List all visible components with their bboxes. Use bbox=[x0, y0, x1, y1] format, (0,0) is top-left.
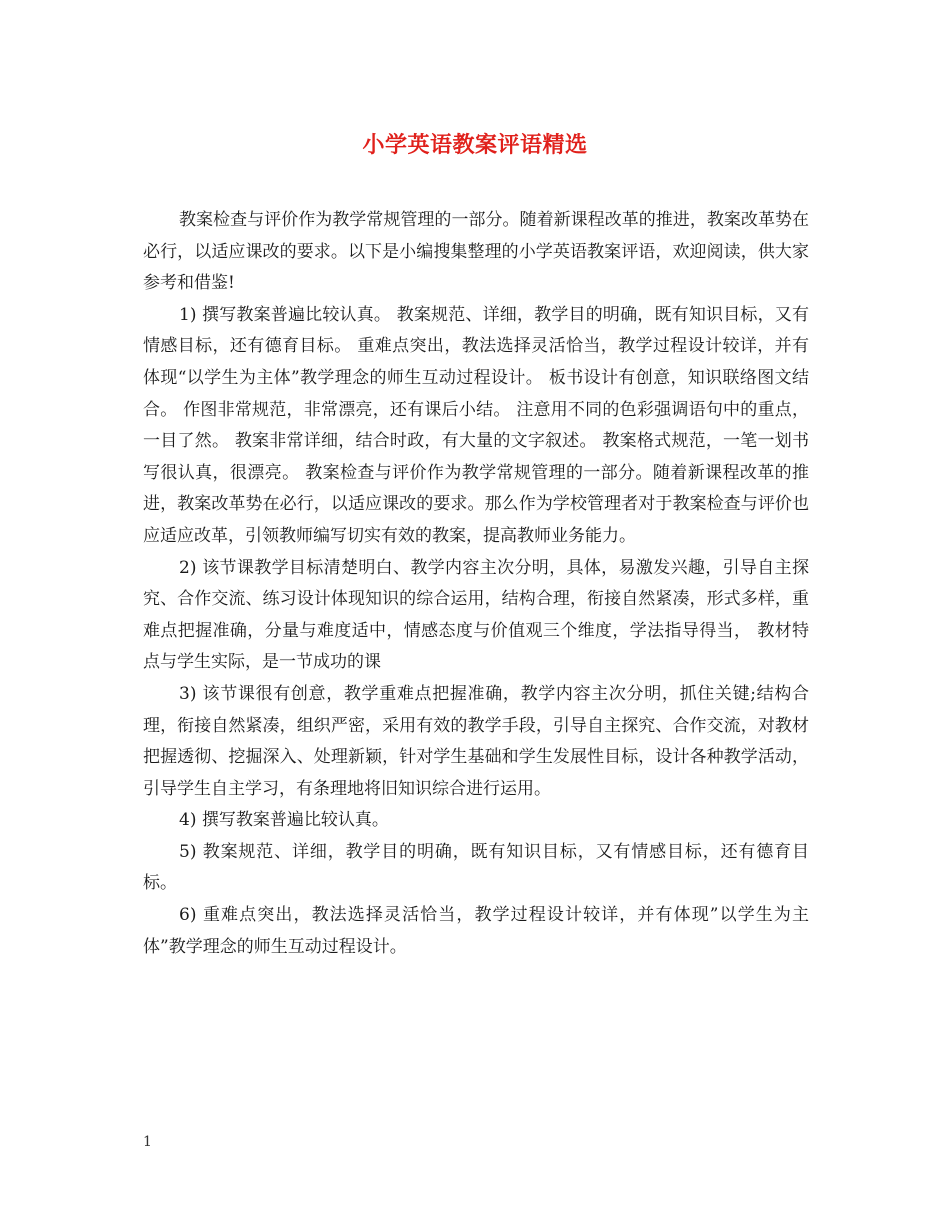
comment-paragraph-1: 1) 撰写教案普遍比较认真。 教案规范、详细，教学目的明确，既有知识目标，又有情感目标，还有德育目标。 重难点突出，教法选择灵活恰当，教学过程设计较详，并有体现“以学生为主体”教学理念的师生互动过程设计。 板书设计有创意，知识联络图文结合。 作图非常规范，非常漂亮，还有课后小结。 注意用不同的色彩强调语句中的重点，一目了然。 教案非常详细，结合时政，有大量的文字叙述。 教案格式规范，一笔一划书写很认真，很漂亮。 教案检查与评价作为教学常规管理的一部分。随着新课程改革的推进，教案改革势在必行，以适应课改的要求。那么作为学校管理者对于教案检查与评价也应适应改革，引领教师编写切实有效的教案，提高教师业务能力。 bbox=[143, 304, 809, 546]
page-number: 1 bbox=[143, 1134, 152, 1150]
intro-paragraph: 教案检查与评价作为教学常规管理的一部分。随着新课程改革的推进，教案改革势在必行，以适应课改的要求。以下是小编搜集整理的小学英语教案评语，欢迎阅读，供大家参考和借鉴! bbox=[143, 210, 809, 294]
comment-paragraph-2: 2) 该节课教学目标清楚明白、教学内容主次分明，具体，易激发兴趣，引导自主探究、合作交流、练习设计体现知识的综合运用，结构合理，衔接自然紧凑，形式多样，重难点把握准确，分量与难度适中，情感态度与价值观三个维度，学法指导得当， 教材特点与学生实际，是一节成功的课 bbox=[143, 557, 809, 673]
comment-paragraph-4: 4) 撰写教案普遍比较认真。 bbox=[179, 810, 389, 831]
comment-paragraph-6: 6) 重难点突出，教法选择灵活恰当，教学过程设计较详，并有体现”以学生为主体”教学理念的师生互动过程设计。 bbox=[143, 905, 809, 957]
document-title: 小学英语教案评语精选 bbox=[362, 133, 588, 158]
comment-paragraph-5: 5) 教案规范、详细，教学目的明确，既有知识目标，又有情感目标，还有德育目标。 bbox=[143, 841, 809, 894]
document-body bbox=[143, 205, 809, 963]
comment-paragraph-3: 3) 该节课很有创意，教学重难点把握准确，教学内容主次分明，抓住关键;结构合理，衔接自然紧凑，组织严密，采用有效的教学手段，引导自主探究、合作交流，对教材把握透彻、挖掘深入、处理新颖，针对学生基础和学生发展性目标，设计各种教学活动，引导学生自主学习，有条理地将旧知识综合进行运用。 bbox=[143, 683, 809, 799]
